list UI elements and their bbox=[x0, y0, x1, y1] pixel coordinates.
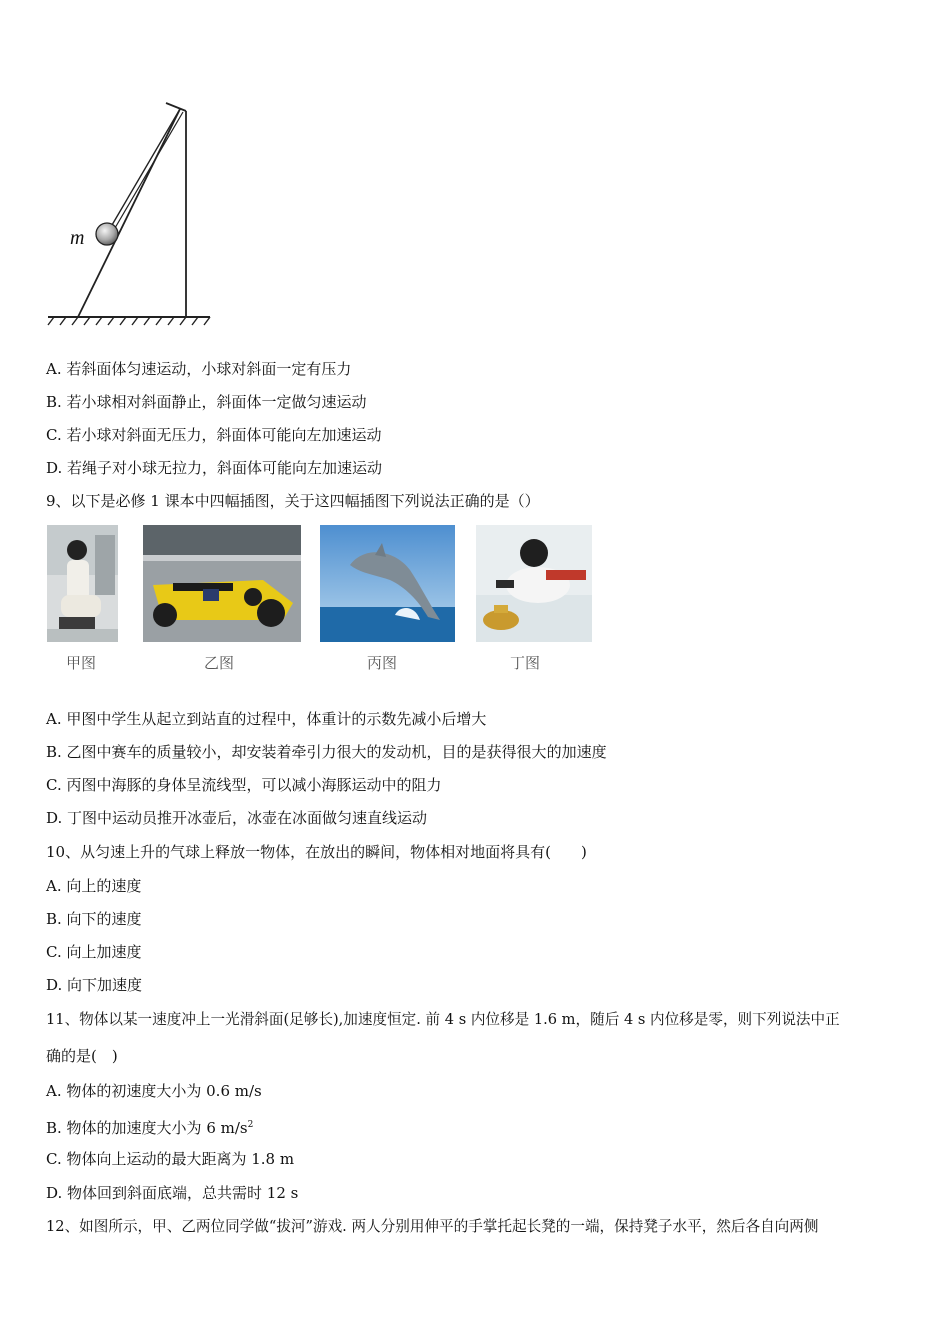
q9-option-c: C. 丙图中海豚的身体呈流线型，可以减小海豚运动中的阻力 bbox=[46, 776, 442, 794]
ground-hatching bbox=[48, 317, 210, 325]
caption-jia: 甲图 bbox=[66, 654, 97, 672]
q8-option-b: B. 若小球相对斜面静止，斜面体一定做匀速运动 bbox=[46, 393, 367, 411]
photo-ding bbox=[476, 525, 592, 642]
incline-surface bbox=[78, 109, 180, 317]
q10-option-b: B. 向下的速度 bbox=[46, 910, 142, 928]
q11-option-a: A. 物体的初速度大小为 0.6 m/s bbox=[46, 1082, 262, 1100]
incline-top bbox=[166, 103, 186, 111]
mass-label: m bbox=[70, 227, 85, 249]
q9-option-b: B. 乙图中赛车的质量较小，却安装着牵引力很大的发动机，目的是获得很大的加速度 bbox=[46, 743, 607, 761]
photo-jia bbox=[47, 525, 118, 642]
q11-option-b-exponent: 2 bbox=[247, 1120, 254, 1130]
q9-option-d: D. 丁图中运动员推开冰壶后，冰壶在冰面做匀速直线运动 bbox=[46, 809, 428, 827]
q11-option-c: C. 物体向上运动的最大距离为 1.8 m bbox=[46, 1150, 295, 1168]
q10-option-c: C. 向上加速度 bbox=[46, 943, 142, 961]
q11-option-b bbox=[46, 1115, 253, 1138]
caption-bing: 丙图 bbox=[367, 654, 398, 672]
q9-stem: 9、以下是必修 1 课本中四幅插图，关于这四幅插图下列说法正确的是（） bbox=[46, 492, 540, 510]
q8-option-c: C. 若小球对斜面无压力，斜面体可能向左加速运动 bbox=[46, 426, 382, 444]
q11-stem-line2: 确的是( ) bbox=[46, 1047, 118, 1065]
caption-ding: 丁图 bbox=[510, 654, 541, 672]
q8-option-a: A. 若斜面体匀速运动，小球对斜面一定有压力 bbox=[46, 360, 352, 378]
ball bbox=[96, 223, 118, 245]
q10-stem: 10、从匀速上升的气球上释放一物体，在放出的瞬间，物体相对地面将具有( ) bbox=[46, 843, 587, 861]
q9-option-a: A. 甲图中学生从起立到站直的过程中，体重计的示数先减小后增大 bbox=[46, 710, 487, 728]
q10-option-d: D. 向下加速度 bbox=[46, 976, 143, 994]
q8-option-d: D. 若绳子对小球无拉力，斜面体可能向左加速运动 bbox=[46, 459, 383, 477]
caption-yi: 乙图 bbox=[204, 654, 235, 672]
rope bbox=[112, 109, 180, 225]
photo-yi bbox=[143, 525, 301, 642]
q10-option-a: A. 向上的速度 bbox=[46, 877, 142, 895]
q12-stem: 12、如图所示，甲、乙两位同学做“拔河”游戏. 两人分别用伸平的手掌托起长凳的一端，保持凳子水平，然后各自向两侧 bbox=[46, 1218, 819, 1235]
q11-option-b-text: B. 物体的加速度大小为 6 m/s bbox=[46, 1119, 248, 1137]
q11-stem-line1: 11、物体以某一速度冲上一光滑斜面(足够长),加速度恒定. 前 4 s 内位移是 1.6 m，随后 4 s 内位移是零，则下列说法中正 bbox=[46, 1011, 840, 1028]
photo-bing bbox=[320, 525, 455, 642]
rope-2 bbox=[115, 112, 183, 228]
q11-option-d: D. 物体回到斜面底端，总共需时 12 s bbox=[46, 1184, 299, 1202]
incline-figure bbox=[40, 95, 230, 330]
